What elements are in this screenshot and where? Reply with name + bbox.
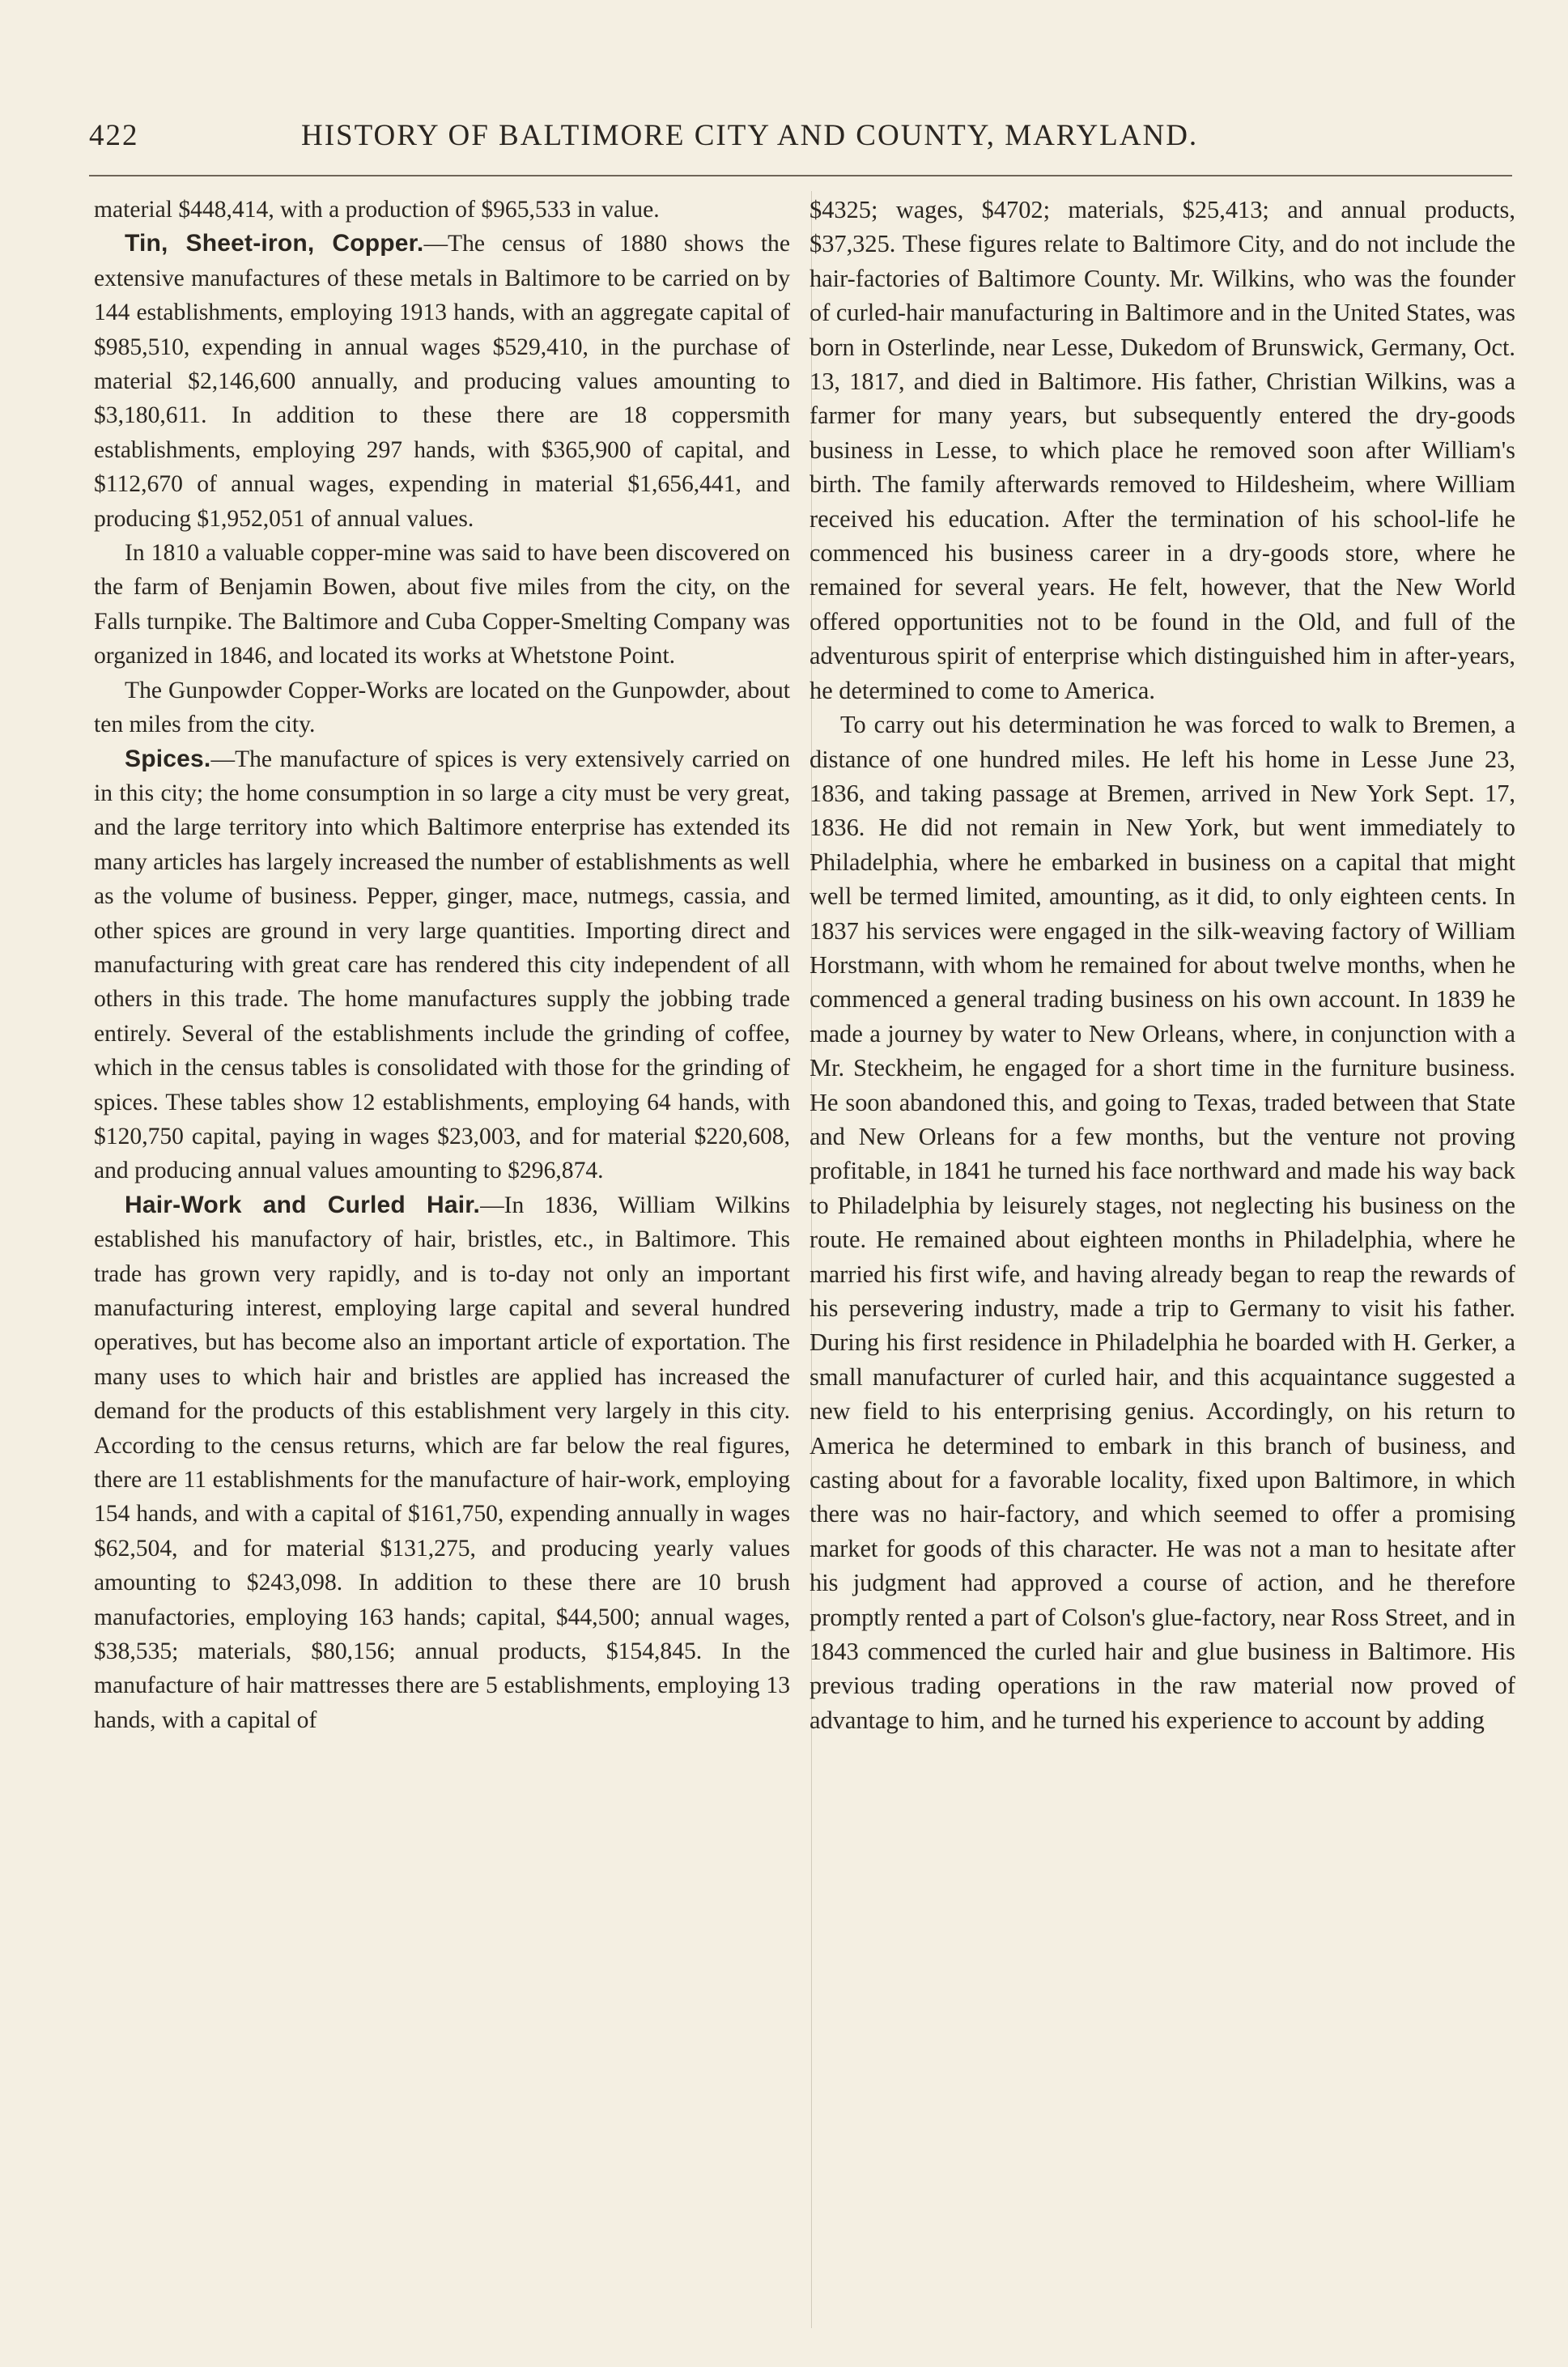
section-text-spices: —The manufacture of spices is very extensively carried on in this city; the home consumption in so large a city must be very great, and the large territory into which Baltimore enterprise has extended its many articles has largely increased the number of establishments as well as the volume of business. Pepper, ginger, mace, nutmegs, cassia, and other spices are ground in very large quantities. Importing direct and manufacturing with great care has rendered this city independent of all others in this trade. The home manufactures supply the jobbing trade entirely. Several of the establishments include the grinding of coffee, which in the census tables is consolidated with those for the grinding of spices. These tables show 12 establishments, employing 64 hands, with $120,750 capital, paying in wages $23,003, and for material $220,608, and producing annual values amounting to $296,874.	[94, 746, 790, 1184]
page-number: 422	[89, 119, 139, 152]
paragraph-spices	[94, 742, 790, 1188]
paragraph-copper-mine: In 1810 a valuable copper-mine was said to have been discovered on the farm of Benjamin Bowen, about five miles from the city, on the Falls turnpike. The Baltimore and Cuba Copper-Smelting Company was organized in 1846, and located its works at Whetstone Point.	[94, 540, 790, 669]
paragraph-tin-sheet-iron-copper	[94, 227, 790, 536]
section-text-hair-work: —In 1836, William Wilkins established his manufactory of hair, bristles, etc., in Baltimore. This trade has grown very rapidly, and is to-day not only an important manufacturing interest, employing large capital and several hundred operatives, but has become also an important article of exportation. The many uses to which hair and bristles are applied has increased the demand for the products of this establishment very largely in this city. According to the census returns, which are far below the real figures, there are 11 establishments for the manufacture of hair-work, employing 154 hands, and with a capital of $161,750, expending annually in wages $62,504, and for material $131,275, and producing yearly values amounting to $243,098. In addition to these there are 10 brush manufactories, employing 163 hands; capital, $44,500; annual wages, $38,535; materials, $80,156; annual products, $154,845. In the manufacture of hair mattresses there are 5 establishments, employing 13 hands, with a capital of	[94, 1192, 790, 1733]
left-column	[94, 193, 790, 1737]
paragraph-material-continuation: material $448,414, with a production of $965,533 in value.	[94, 197, 660, 223]
right-column	[809, 193, 1515, 1737]
running-head	[89, 112, 1479, 160]
paragraph-wilkins-career: To carry out his determination he was forced to walk to Bremen, a distance of one hundred miles. He left his home in Lesse June 23, 1836, and taking passage at Bremen, arrived in New York Sept. 17, 1836. He did not remain in New York, but went immediately to Philadelphia, where he embarked in business on a capital that might well be termed limited, amounting, as it did, to only eighteen cents. In 1837 his services were engaged in the silk-weaving factory of William Horstmann, with whom he remained for about twelve months, when he commenced a general trading business on his own account. In 1839 he made a journey by water to New Orleans, where, in conjunction with a Mr. Steckheim, he engaged for a short time in the furniture business. He soon abandoned this, and going to Texas, traded between that State and New Orleans for a few months, but the venture not proving profitable, in 1841 he turned his face northward and made his way back to Philadelphia by leisurely stages, not neglecting his business on the route. He remained about eighteen months in Philadelphia, where he married his first wife, and having already began to reap the rewards of his persevering industry, made a trip to Germany to visit his father. During his first residence in Philadelphia he boarded with H. Gerker, a small manufacturer of curled hair, and this acquaintance suggested a new field to his enterprising genius. Accordingly, on his return to America he determined to embark in this branch of business, and casting about for a favorable locality, fixed upon Baltimore, in which there was no hair-factory, and which seemed to offer a promising market for goods of this character. He was not a man to hesitate after his judgment had approved a course of action, and he therefore promptly rented a part of Colson's glue-factory, near Ross Street, and in 1843 commenced the curled hair and glue business in Baltimore. His previous trading operations in the raw material now proved of advantage to him, and he turned his experience to account by adding	[809, 711, 1515, 1734]
header-title: HISTORY OF BALTIMORE CITY AND COUNTY, MARYLAND.	[301, 119, 1199, 152]
section-heading-tin: Tin, Sheet-iron, Copper.	[125, 230, 424, 257]
paragraph-hair-work	[94, 1188, 790, 1738]
section-text-tin: —The census of 1880 shows the extensive manufactures of these metals in Baltimore to be carried on by 144 establishments, employing 1913 hands, with an aggregate capital of $985,510, expending in annual wages $529,410, in the purchase of material $2,146,600 annually, and producing values amounting to $3,180,611. In addition to these there are 18 coppersmith establishments, employing 297 hands, with $365,900 of capital, and $112,670 of annual wages, expending in material $1,656,441, and producing $1,952,051 of annual values.	[94, 231, 790, 532]
section-heading-spices: Spices.	[125, 745, 211, 772]
paragraph-wilkins-biography: $4325; wages, $4702; materials, $25,413; and annual products, $37,325. These figures relate to Baltimore City, and do not include the hair-factories of Baltimore County. Mr. Wilkins, who was the founder of curled-hair manufacturing in Baltimore and in the United States, was born in Osterlinde, near Lesse, Dukedom of Brunswick, Germany, Oct. 13, 1817, and died in Baltimore. His father, Christian Wilkins, was a farmer for many years, but subsequently entered the dry-goods business in Lesse, to which place he removed soon after William's birth. The family afterwards removed to Hildesheim, where William received his education. After the termination of his school-life he commenced his business career in a dry-goods store, where he remained for several years. He felt, however, that the New World offered opportunities not to be found in the Old, and full of the adventurous spirit of enterprise which distinguished him in after-years, he determined to come to America.	[809, 196, 1515, 704]
section-heading-hair-work: Hair-Work and Curled Hair.	[125, 1191, 481, 1218]
header-rule	[89, 175, 1512, 176]
paragraph-gunpowder-copper-works: The Gunpowder Copper-Works are located on the Gunpowder, about ten miles from the city.	[94, 677, 790, 738]
